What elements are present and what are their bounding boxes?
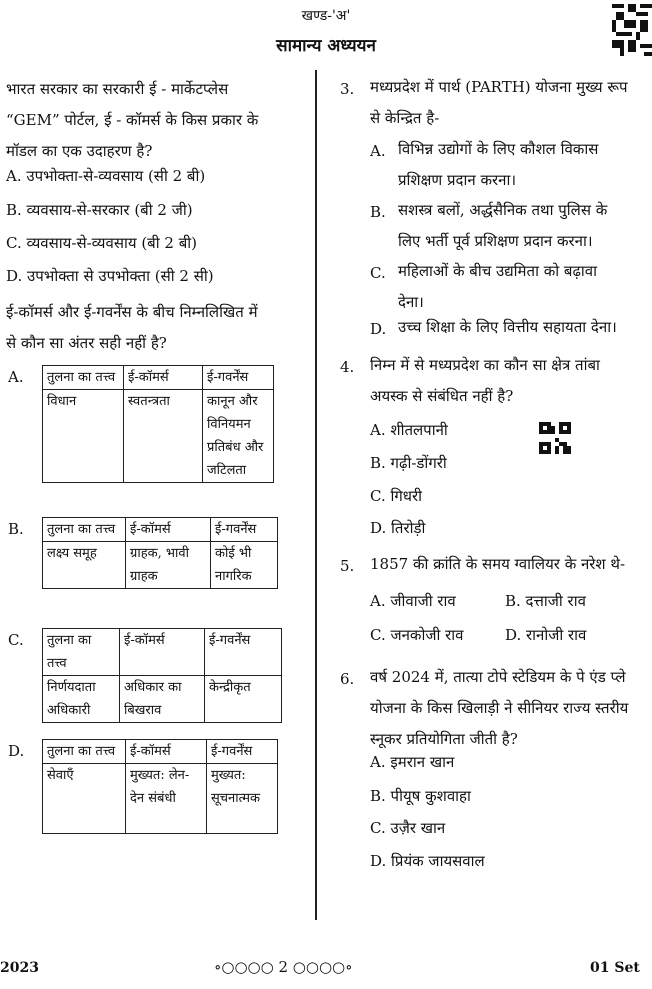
q4-option-a: A. शीतलपानी [370, 421, 448, 439]
q3-option-a: विभिन्न उद्योगों के लिए कौशल विकास प्रशिक्षण प्रदान करना। [398, 140, 599, 189]
q5-text: 1857 की क्रांति के समय ग्वालियर के नरेश थे- [370, 555, 626, 573]
table-cell: मुख्यत: लेन-देन संबंधी [126, 764, 207, 834]
q1-option-c: C. व्यवसाय-से-व्यवसाय (बी 2 बी) [6, 234, 197, 252]
table-cell: केन्द्रीकृत [205, 676, 282, 723]
q5-option-a: A. जीवाजी राव [370, 592, 456, 610]
q6-option-c: C. उज़ैर खान [370, 819, 446, 837]
table-header-cell: तुलना का तत्त्व [43, 366, 124, 390]
q5-number: 5. [340, 557, 355, 575]
q5-option-d: D. रानोजी राव [505, 626, 587, 644]
q4-number: 4. [340, 358, 355, 376]
q4-option-d: D. तिरोड़ी [370, 519, 426, 537]
q2-table-a [42, 365, 274, 483]
q2-text: ई-कॉमर्स और ई-गवर्नेंस के बीच निम्नलिखित में से कौन सा अंतर सही नहीं है? [6, 303, 258, 352]
q3-option-a-key: A. [370, 142, 386, 160]
q4-option-b: B. गढ़ी-डोंगरी [370, 454, 447, 472]
qr-code-icon [612, 4, 652, 56]
q5-option-b: B. दत्ताजी राव [505, 592, 586, 610]
q1-option-d: D. उपभोक्ता से उपभोक्ता (सी 2 सी) [6, 267, 214, 285]
q6-option-a: A. इमरान खान [370, 753, 455, 771]
table-header-cell: ई-कॉमर्स [126, 740, 207, 764]
q4-option-c: C. गिधरी [370, 487, 423, 505]
q2-table-c [42, 628, 282, 723]
table-cell: लक्ष्य समूह [43, 542, 126, 589]
q6-option-d: D. प्रियंक जायसवाल [370, 852, 485, 870]
column-divider [315, 70, 317, 920]
table-header-cell: ई-गवर्नेंस [211, 518, 278, 542]
q3-number: 3. [340, 80, 355, 98]
q3-option-d: उच्च शिक्षा के लिए वित्तीय सहायता देना। [398, 318, 617, 336]
table-cell: अधिकार का बिखराव [120, 676, 205, 723]
table-header-cell: ई-गवर्नेंस [205, 629, 282, 676]
qr-code-icon [539, 421, 571, 455]
q2-option-c-label: C. [8, 631, 24, 649]
q3-option-b-key: B. [370, 203, 386, 221]
table-header-cell: तुलना का तत्त्व [43, 518, 126, 542]
table-header-cell: तुलना का तत्त्व [43, 740, 126, 764]
table-header-cell: ई-गवर्नेंस [203, 366, 274, 390]
table-cell: मुख्यत: सूचनात्मक [207, 764, 278, 834]
q3-option-c: महिलाओं के बीच उद्यमिता को बढ़ावा देना। [398, 262, 598, 311]
table-header-cell: ई-कॉमर्स [120, 629, 205, 676]
q3-option-c-key: C. [370, 264, 386, 282]
q2-table-d [42, 739, 278, 834]
q2-option-a-label: A. [8, 368, 24, 386]
table-cell: कोई भी नागरिक [211, 542, 278, 589]
table-cell: ग्राहक, भावी ग्राहक [126, 542, 211, 589]
q6-option-b: B. पीयूष कुशवाहा [370, 787, 471, 805]
q2-table-b [42, 517, 278, 589]
subject-heading: सामान्य अध्ययन [276, 36, 376, 56]
q5-option-c: C. जनकोजी राव [370, 626, 464, 644]
table-header-cell: ई-कॉमर्स [126, 518, 211, 542]
section-heading: खण्ड-'अ' [301, 8, 351, 24]
q1-option-b: B. व्यवसाय-से-सरकार (बी 2 जी) [6, 201, 193, 219]
table-header-cell: तुलना का तत्त्व [43, 629, 120, 676]
q3-option-d-key: D. [370, 320, 387, 338]
table-cell: स्वतन्त्रता [124, 390, 203, 483]
q1-text: भारत सरकार का सरकारी ई - मार्केटप्लेस “GEM” पोर्टल, ई - कॉमर्स के किस प्रकार के मॉडल का एक उदाहरण है? [6, 80, 259, 160]
q2-option-d-label: D. [8, 742, 25, 760]
q6-number: 6. [340, 670, 355, 688]
q6-text: वर्ष 2024 में, तात्या टोपे स्टेडियम के पे एंड प्ले योजना के किस खिलाड़ी ने सीनियर राज्य स्तरीय स्नूकर प्रतियोगिता जीती है? [370, 668, 629, 748]
table-cell: कानून और विनियमन प्रतिबंध और जटिलता [203, 390, 274, 483]
footer-set: 01 Set [590, 960, 640, 976]
table-cell: सेवाएँ [43, 764, 126, 834]
q3-text: मध्यप्रदेश में पार्थ (PARTH) योजना मुख्य रूप से केन्द्रित है- [370, 78, 628, 127]
table-header-cell: ई-कॉमर्स [124, 366, 203, 390]
q2-option-b-label: B. [8, 520, 24, 538]
footer-year: 2023 [0, 960, 39, 976]
q3-option-b: सशस्त्र बलों, अर्द्धसैनिक तथा पुलिस के लिए भर्ती पूर्व प्रशिक्षण प्रदान करना। [398, 201, 608, 250]
q4-text: निम्न में से मध्यप्रदेश का कौन सा क्षेत्र तांबा अयस्क से संबंधित नहीं है? [370, 356, 600, 405]
q1-option-a: A. उपभोक्ता-से-व्यवसाय (सी 2 बी) [6, 167, 206, 185]
table-cell: निर्णयदाता अधिकारी [43, 676, 120, 723]
table-cell: विधान [43, 390, 124, 483]
page-number: ∘○○○○ 2 ○○○○∘ [214, 958, 353, 976]
table-header-cell: ई-गवर्नेंस [207, 740, 278, 764]
